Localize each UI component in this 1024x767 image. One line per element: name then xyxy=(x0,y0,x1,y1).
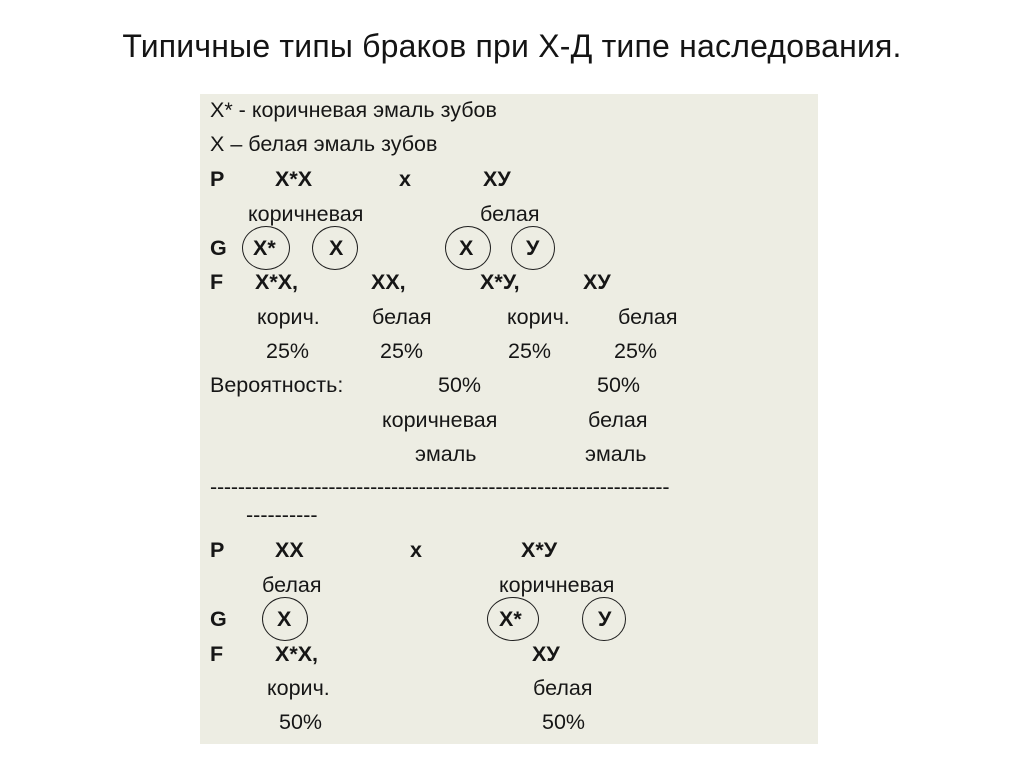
offspring-percent: 50% xyxy=(279,710,323,734)
offspring-phenotype: белая xyxy=(372,305,432,329)
offspring-genotype: Х*Х, xyxy=(255,270,299,294)
offspring-label: F xyxy=(210,642,224,666)
gametes-label: G xyxy=(210,607,227,631)
offspring-phenotype: корич. xyxy=(507,305,570,329)
probability-value: 50% xyxy=(597,373,641,397)
gamete-x-star: Х* xyxy=(499,607,522,631)
probability-phenotype: коричневая xyxy=(382,408,498,432)
offspring-genotype: ХУ xyxy=(532,642,560,666)
offspring-percent: 25% xyxy=(266,339,310,363)
parents-label: P xyxy=(210,538,225,562)
father-phenotype: коричневая xyxy=(499,573,615,597)
offspring-phenotype: корич. xyxy=(267,676,330,700)
probability-phenotype: эмаль xyxy=(415,442,477,466)
offspring-label: F xyxy=(210,270,224,294)
mother-genotype: Х*Х xyxy=(275,167,313,191)
offspring-phenotype: белая xyxy=(618,305,678,329)
offspring-phenotype: белая xyxy=(533,676,593,700)
definition-recessive: Х – белая эмаль зубов xyxy=(210,132,438,156)
gamete-y: У xyxy=(598,607,612,631)
offspring-percent: 25% xyxy=(380,339,424,363)
offspring-genotype: ХХ, xyxy=(371,270,406,294)
offspring-phenotype: корич. xyxy=(257,305,320,329)
parents-label: P xyxy=(210,167,225,191)
mother-genotype: ХХ xyxy=(275,538,304,562)
offspring-percent: 25% xyxy=(614,339,658,363)
probability-label: Вероятность: xyxy=(210,373,344,397)
father-phenotype: белая xyxy=(480,202,540,226)
father-genotype: Х*У xyxy=(521,538,558,562)
cross-sign: х xyxy=(399,167,411,191)
father-genotype: ХУ xyxy=(483,167,511,191)
gamete-x-star: Х* xyxy=(253,236,276,260)
gamete-x: Х xyxy=(329,236,344,260)
offspring-genotype: ХУ xyxy=(583,270,611,294)
offspring-genotype: Х*У, xyxy=(480,270,520,294)
separator-line: ---------- xyxy=(246,503,318,527)
offspring-percent: 25% xyxy=(508,339,552,363)
mother-phenotype: белая xyxy=(262,573,322,597)
slide-title: Типичные типы браков при Х-Д типе наследования. xyxy=(122,28,902,64)
probability-value: 50% xyxy=(438,373,482,397)
gamete-y: У xyxy=(526,236,540,260)
offspring-genotype: Х*Х, xyxy=(275,642,319,666)
gamete-x: Х xyxy=(459,236,474,260)
probability-phenotype: эмаль xyxy=(585,442,647,466)
separator-line: ------------------------------------------------------------------ xyxy=(210,475,670,499)
gamete-x: Х xyxy=(277,607,292,631)
offspring-percent: 50% xyxy=(542,710,586,734)
probability-phenotype: белая xyxy=(588,408,648,432)
gametes-label: G xyxy=(210,236,227,260)
mother-phenotype: коричневая xyxy=(248,202,364,226)
cross-sign: х xyxy=(410,538,422,562)
definition-dominant: Х* - коричневая эмаль зубов xyxy=(210,98,497,122)
